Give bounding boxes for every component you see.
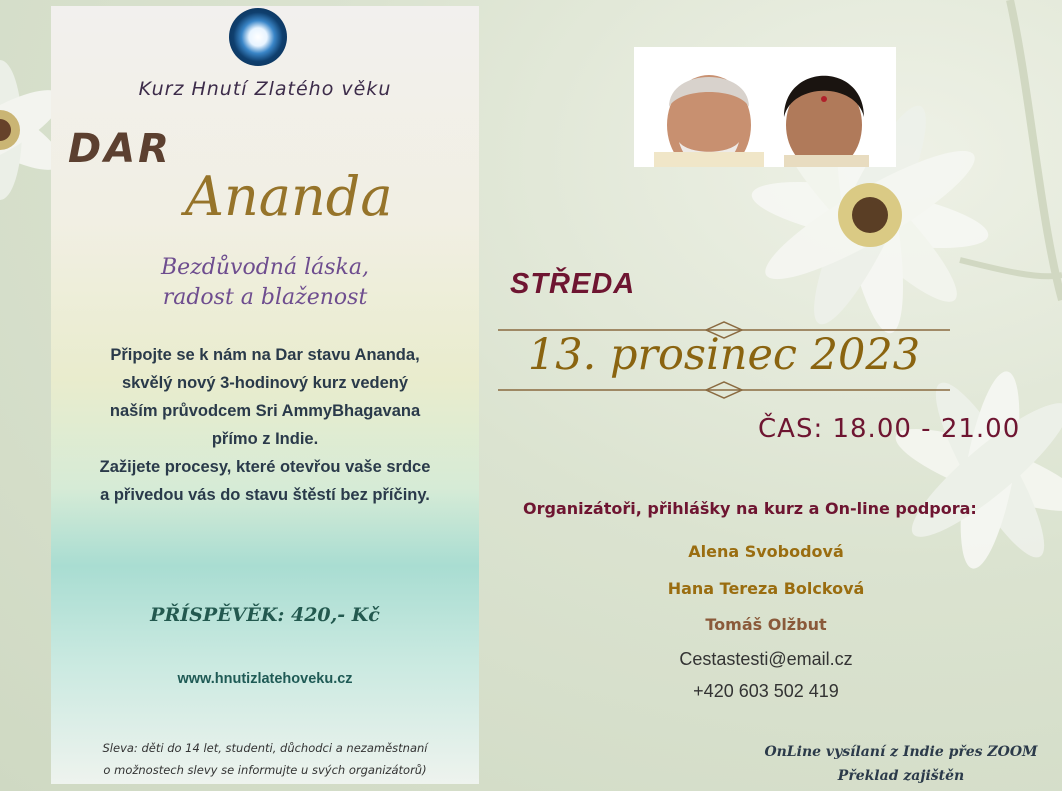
subtitle-line-1: Bezdůvodná láska, [161, 255, 369, 280]
title-ananda: Ananda [185, 165, 393, 228]
online-line-1: OnLine vysílaní z Indie přes ZOOM [764, 744, 1038, 760]
organizer-name: Hana Tereza Bolcková [667, 579, 865, 598]
title-dar: DAR [68, 126, 172, 172]
subtitle-line-2: radost a blaženost [162, 285, 368, 310]
organizer-name: Tomáš Olžbut [705, 615, 827, 634]
course-fee: PŘÍSPĚVĚK: 420,- Kč [150, 604, 380, 626]
organizers-heading: Organizátoři, přihlášky na kurz a On-line podpora: [523, 499, 977, 518]
description-line: Zažijete procesy, které otevřou vaše srdce [99, 458, 431, 476]
teachers-portrait-image [634, 47, 896, 167]
organizer-name: Alena Svobodová [688, 542, 844, 561]
online-note [740, 740, 1062, 788]
contact-phone[interactable]: +420 603 502 419 [693, 681, 839, 701]
discount-note [51, 737, 479, 781]
discount-line-1: Sleva: děti do 14 let, studenti, důchodci a nezaměstnaní [102, 741, 428, 755]
course-series-title: Kurz Hnutí Zlatého věku [138, 78, 392, 100]
description-line: Připojte se k nám na Dar stavu Ananda, [110, 346, 420, 364]
description-line: přímo z Indie. [211, 430, 319, 448]
description-line: a přivedou vás do stavu štěstí bez příčiny. [100, 486, 430, 504]
event-date: 13. prosinec 2023 [527, 330, 921, 380]
event-day: STŘEDA [510, 268, 636, 300]
contact-email[interactable]: Cestastesti@email.cz [679, 649, 853, 669]
movement-logo-icon [229, 8, 287, 66]
event-time: ČAS: 18.00 - 21.00 [758, 414, 1021, 444]
website-link[interactable]: www.hnutizlatehoveku.cz [177, 671, 353, 687]
description-line: naším průvodcem Sri AmmyBhagavana [109, 402, 421, 420]
discount-line-2: o možnostech slevy se informujte u svých organizátorů) [103, 763, 427, 777]
course-description [51, 341, 479, 509]
teachers-photo [634, 47, 896, 167]
online-line-2: Překlad zajištěn [837, 768, 965, 784]
description-line: skvělý nový 3-hodinový kurz vedený [121, 374, 409, 392]
